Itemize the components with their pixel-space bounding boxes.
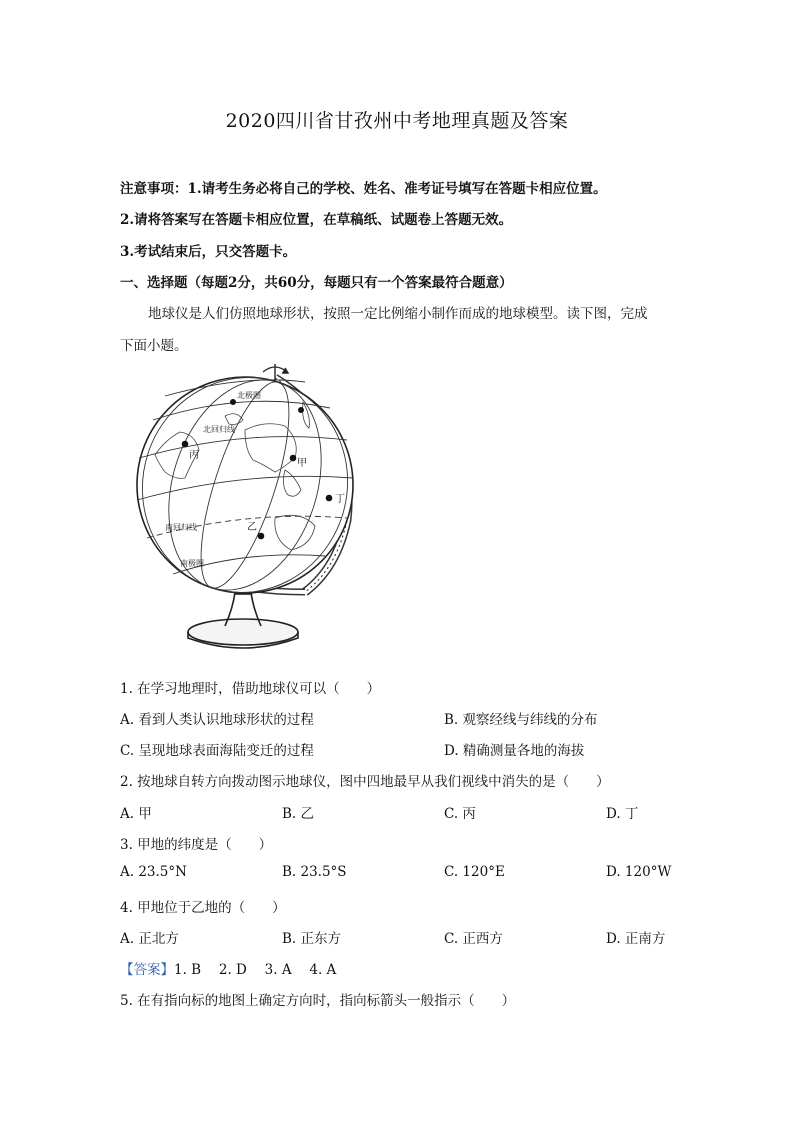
- intro-line-2: 下面小题。: [120, 338, 188, 354]
- globe-figure: [125, 360, 375, 660]
- question-2-stem: 2. 按地球自转方向拨动图示地球仪，图中四地最早从我们视线中消失的是（ ）: [120, 774, 610, 790]
- question-1-option-d: D. 精确测量各地的海拔: [444, 743, 585, 759]
- question-5-stem: 5. 在有指向标的地图上确定方向时，指向标箭头一般指示（ ）: [120, 993, 516, 1009]
- question-1-option-c: C. 呈现地球表面海陆变迁的过程: [120, 743, 314, 759]
- question-3-option-c: C. 120°E: [444, 864, 505, 880]
- answer-text: 1. B 2. D 3. A 4. A: [174, 962, 337, 978]
- question-4-option-c: C. 正西方: [444, 931, 503, 947]
- section-heading: 一、选择题（每题2分，共60分，每题只有一个答案最符合题意）: [120, 275, 513, 291]
- label-bing: 丙: [189, 450, 199, 461]
- page-title: 2020四川省甘孜州中考地理真题及答案: [225, 110, 569, 132]
- question-4-option-b: B. 正东方: [282, 931, 342, 947]
- question-1-option-b: B. 观察经线与纬线的分布: [444, 712, 598, 728]
- question-3-option-b: B. 23.5°S: [282, 864, 347, 880]
- point-jia: [290, 455, 297, 462]
- label-yi: 乙: [247, 522, 257, 533]
- question-4-option-d: D. 正南方: [606, 931, 666, 947]
- intro-line-1: 地球仪是人们仿照地球形状，按照一定比例缩小制作而成的地球模型。读下图，完成: [148, 306, 648, 322]
- point-ding: [326, 495, 333, 502]
- notes-line-2: 2.请将答案写在答题卡相应位置，在草稿纸、试题卷上答题无效。: [120, 212, 513, 228]
- label-jia: 甲: [297, 458, 307, 469]
- point-bing: [182, 441, 189, 448]
- question-2-option-c: C. 丙: [444, 806, 476, 822]
- question-4-option-a: A. 正北方: [120, 931, 179, 947]
- north-polar-label: 北极圈: [237, 391, 261, 400]
- question-3-stem: 3. 甲地的纬度是（ ）: [120, 837, 273, 853]
- tropic-cancer-label: 北回归线: [203, 425, 235, 434]
- question-2-option-b: B. 乙: [282, 806, 315, 822]
- point-yi: [258, 533, 265, 540]
- south-polar-label: 南极圈: [180, 559, 204, 568]
- answer-line: [120, 958, 336, 978]
- question-3-option-d: D. 120°W: [606, 864, 672, 880]
- question-1-stem: 1. 在学习地理时，借助地球仪可以（ ）: [120, 681, 381, 697]
- notes-line-1: 注意事项：1.请考生务必将自己的学校、姓名、准考证号填写在答题卡相应位置。: [120, 181, 607, 197]
- question-1-option-a: A. 看到人类认识地球形状的过程: [120, 712, 314, 728]
- answer-tag: 【答案】: [120, 962, 174, 978]
- question-3-option-a: A. 23.5°N: [120, 864, 187, 880]
- question-2-option-a: A. 甲: [120, 806, 152, 822]
- notes-line-3: 3.考试结束后，只交答题卡。: [120, 244, 297, 260]
- label-ding: 丁: [335, 494, 345, 505]
- question-2-option-d: D. 丁: [606, 806, 639, 822]
- tropic-capricorn-label: 南回归线: [165, 523, 197, 532]
- question-4-stem: 4. 甲地位于乙地的（ ）: [120, 900, 286, 916]
